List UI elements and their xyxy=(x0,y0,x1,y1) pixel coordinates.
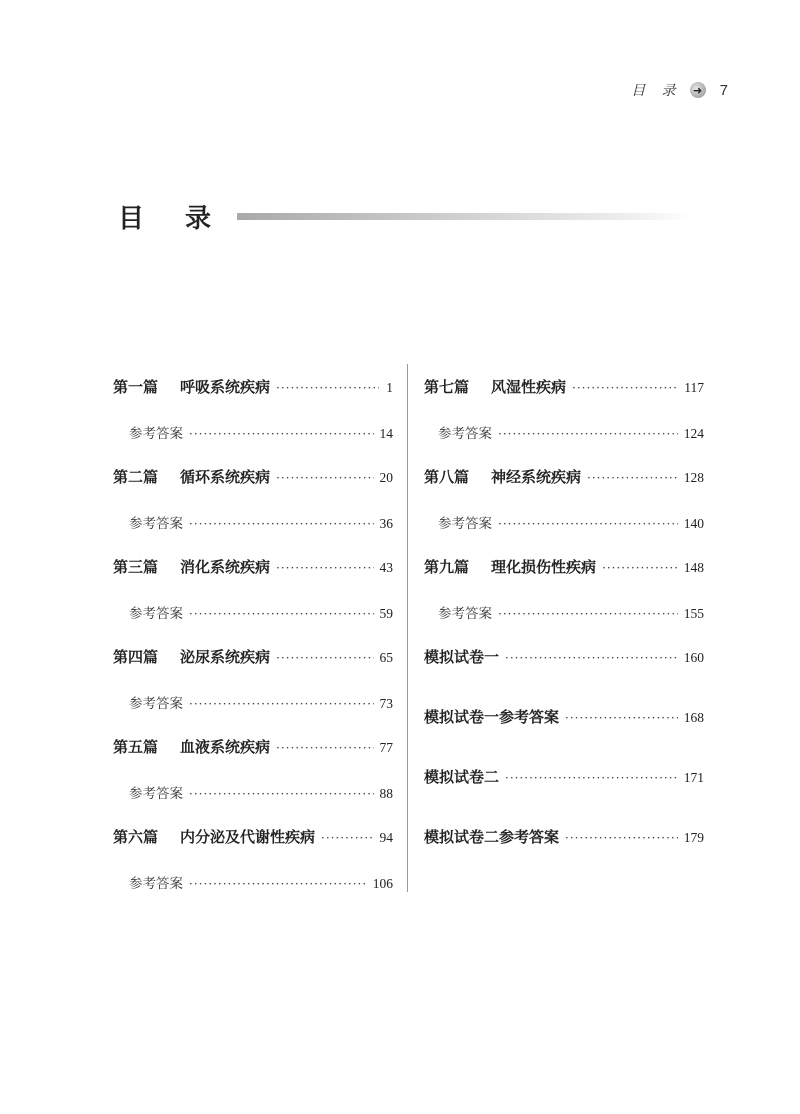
leader-dots xyxy=(602,561,678,575)
page-title: 目 录 xyxy=(118,204,228,234)
entry-title: 神经系统疾病 xyxy=(491,468,582,486)
part-label: 第九篇 xyxy=(424,558,470,576)
toc-entry[interactable] xyxy=(424,556,704,582)
leader-dots xyxy=(498,427,678,441)
entry-title: 参考答案 xyxy=(438,426,492,442)
leader-dots xyxy=(498,607,678,621)
leader-dots xyxy=(276,741,373,755)
page-ref: 65 xyxy=(379,650,393,665)
column-divider xyxy=(407,364,408,892)
entry-title: 参考答案 xyxy=(438,516,492,532)
toc-entry[interactable] xyxy=(113,556,393,582)
part-label: 第四篇 xyxy=(113,648,159,666)
page-ref: 128 xyxy=(683,470,704,485)
leader-dots xyxy=(276,381,379,395)
leader-dots xyxy=(505,651,678,665)
entry-title: 参考答案 xyxy=(129,426,183,442)
toc-entry[interactable] xyxy=(113,736,393,762)
entry-title: 模拟试卷一参考答案 xyxy=(424,708,560,726)
entry-title: 风湿性疾病 xyxy=(491,378,567,396)
part-label: 第二篇 xyxy=(113,468,159,486)
part-label: 第八篇 xyxy=(424,468,470,486)
leader-dots xyxy=(189,427,374,441)
leader-dots xyxy=(276,471,373,485)
toc-entry-answers[interactable] xyxy=(113,782,393,808)
part-label: 第六篇 xyxy=(113,828,159,846)
page-ref: 179 xyxy=(683,830,704,845)
part-label: 第五篇 xyxy=(113,738,159,756)
title-rule xyxy=(237,213,692,220)
entry-title: 参考答案 xyxy=(129,786,183,802)
toc-entry-answers[interactable] xyxy=(113,512,393,538)
toc-entry-answers[interactable] xyxy=(424,422,704,448)
toc-entry-answers[interactable] xyxy=(424,512,704,538)
toc-entry[interactable] xyxy=(424,706,704,732)
entry-title: 参考答案 xyxy=(129,606,183,622)
leader-dots xyxy=(189,877,367,891)
entry-title: 参考答案 xyxy=(129,516,183,532)
entry-title: 模拟试卷一 xyxy=(424,648,500,666)
page-ref: 77 xyxy=(379,740,393,755)
toc-entry[interactable] xyxy=(424,376,704,402)
leader-dots xyxy=(189,607,374,621)
part-label: 第一篇 xyxy=(113,378,159,396)
toc-entry[interactable] xyxy=(424,466,704,492)
leader-dots xyxy=(505,771,678,785)
entry-title: 消化系统疾病 xyxy=(180,558,271,576)
entry-title: 呼吸系统疾病 xyxy=(180,378,271,396)
page-ref: 59 xyxy=(379,606,393,621)
entry-title: 理化损伤性疾病 xyxy=(491,558,597,576)
leader-dots xyxy=(565,711,678,725)
toc-entry-answers[interactable] xyxy=(424,602,704,628)
page-ref: 106 xyxy=(372,876,393,891)
entry-title: 参考答案 xyxy=(129,696,183,712)
part-label: 第三篇 xyxy=(113,558,159,576)
page-ref: 20 xyxy=(379,470,393,485)
page-number: 7 xyxy=(719,81,728,99)
entry-title: 参考答案 xyxy=(129,876,183,892)
leader-dots xyxy=(276,651,373,665)
page-ref: 124 xyxy=(683,426,704,441)
page-ref: 155 xyxy=(683,606,704,621)
entry-title: 泌尿系统疾病 xyxy=(180,648,271,666)
toc-entry[interactable] xyxy=(113,466,393,492)
page-ref: 148 xyxy=(683,560,704,575)
page-ref: 160 xyxy=(683,650,704,665)
entry-title: 内分泌及代谢性疾病 xyxy=(180,828,316,846)
page-ref: 1 xyxy=(386,380,393,395)
arrow-right-icon: ➜ xyxy=(690,82,706,98)
toc-entry-answers[interactable] xyxy=(113,602,393,628)
running-header xyxy=(631,80,728,100)
toc-entry[interactable] xyxy=(424,826,704,852)
running-header-title: 目 录 xyxy=(631,83,682,99)
leader-dots xyxy=(276,561,373,575)
entry-title: 血液系统疾病 xyxy=(180,738,271,756)
page-ref: 168 xyxy=(683,710,704,725)
entry-title: 参考答案 xyxy=(438,606,492,622)
part-label: 第七篇 xyxy=(424,378,470,396)
page-ref: 117 xyxy=(684,380,704,395)
leader-dots xyxy=(321,831,373,845)
page-ref: 94 xyxy=(379,830,393,845)
toc-entry[interactable] xyxy=(113,826,393,852)
toc-entry[interactable] xyxy=(424,766,704,792)
toc-entry-answers[interactable] xyxy=(113,872,393,898)
page-ref: 14 xyxy=(379,426,393,441)
leader-dots xyxy=(572,381,678,395)
page-ref: 73 xyxy=(379,696,393,711)
entry-title: 模拟试卷二参考答案 xyxy=(424,828,560,846)
page-ref: 171 xyxy=(683,770,704,785)
entry-title: 模拟试卷二 xyxy=(424,768,500,786)
entry-title: 循环系统疾病 xyxy=(180,468,271,486)
toc-entry-answers[interactable] xyxy=(113,692,393,718)
leader-dots xyxy=(565,831,678,845)
leader-dots xyxy=(587,471,678,485)
toc-entry[interactable] xyxy=(113,376,393,402)
leader-dots xyxy=(189,697,374,711)
leader-dots xyxy=(498,517,678,531)
toc-entry[interactable] xyxy=(424,646,704,672)
toc-entry-answers[interactable] xyxy=(113,422,393,448)
toc-entry[interactable] xyxy=(113,646,393,672)
page-ref: 43 xyxy=(379,560,393,575)
leader-dots xyxy=(189,787,374,801)
toc-heading xyxy=(118,198,692,235)
page-ref: 36 xyxy=(379,516,393,531)
page-ref: 140 xyxy=(683,516,704,531)
leader-dots xyxy=(189,517,374,531)
page-ref: 88 xyxy=(379,786,393,801)
